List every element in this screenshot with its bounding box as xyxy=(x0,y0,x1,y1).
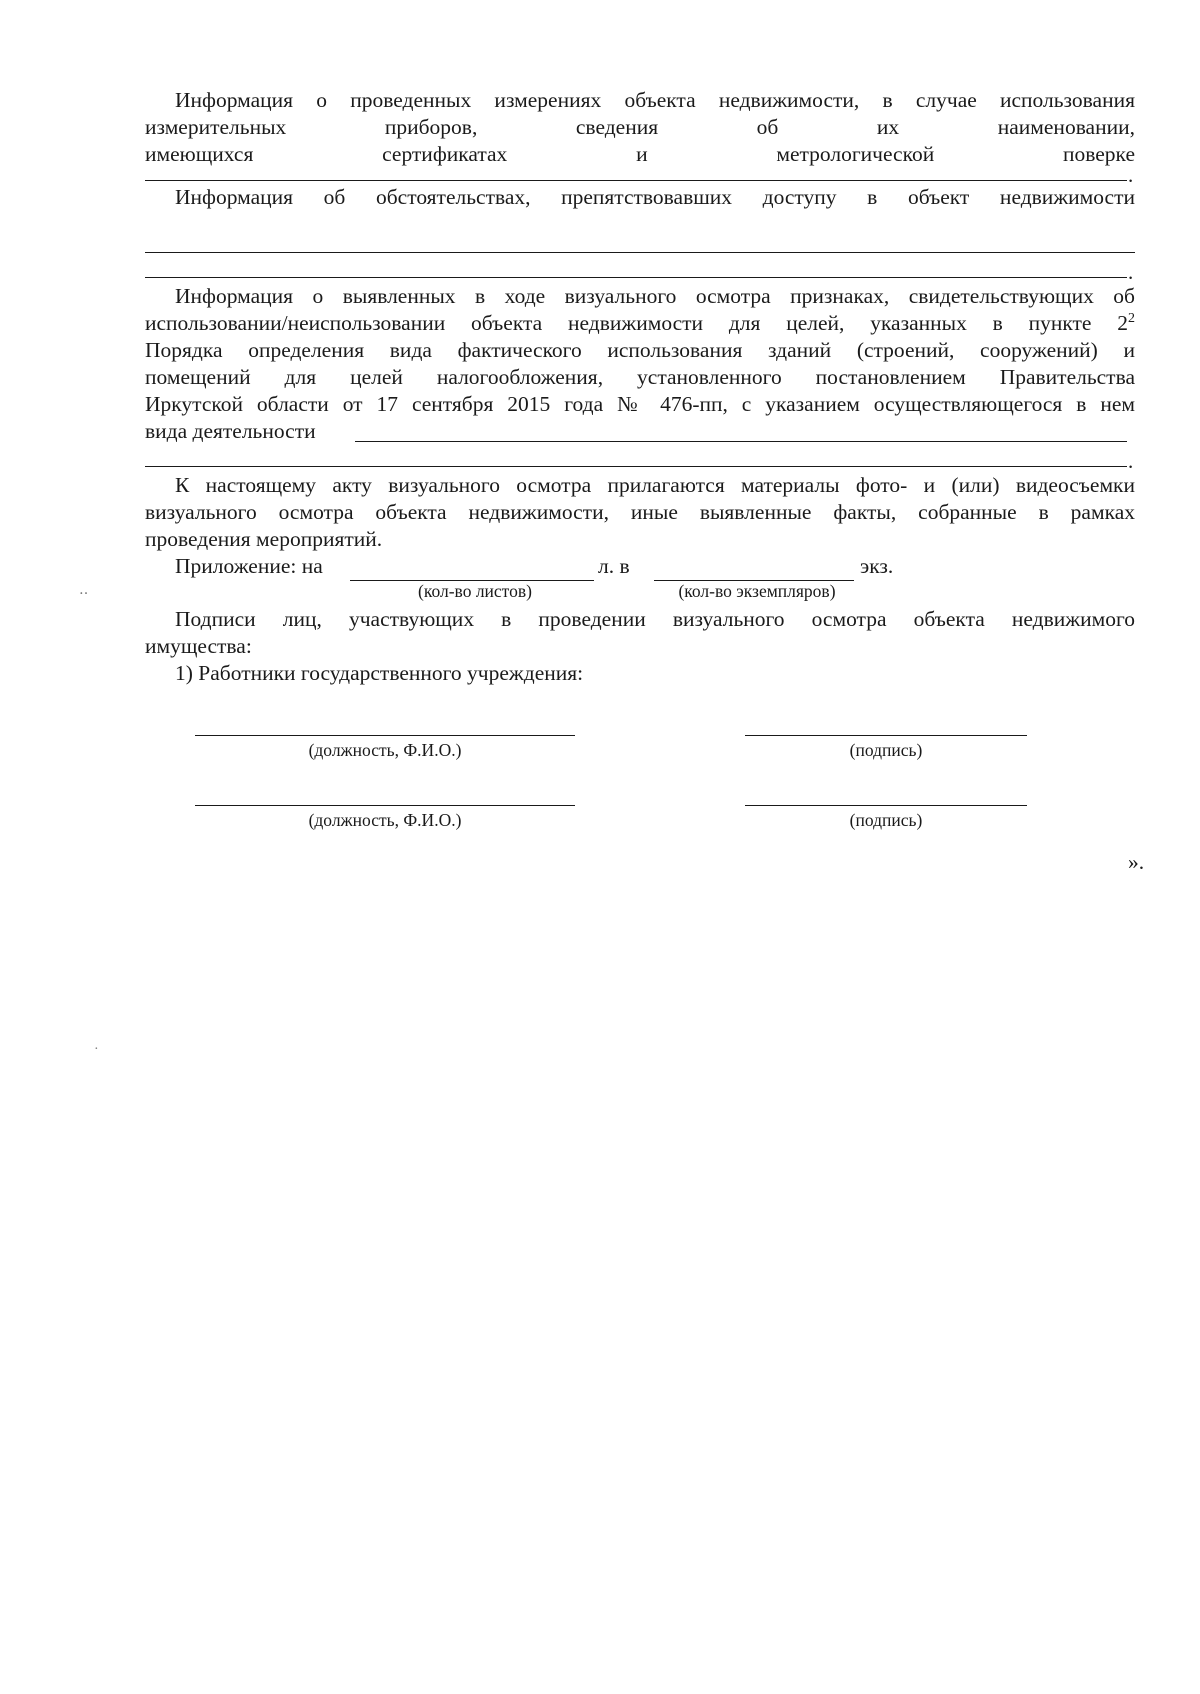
appendix-copies-caption: (кол-во экземпляров) xyxy=(678,581,836,601)
appendix-copies-unit: экз. xyxy=(860,554,894,578)
signature-line-1 xyxy=(745,735,1027,736)
measurements-line-1: Информация о проведенных измерениях объекта недвижимости, в случае использования xyxy=(175,88,1135,112)
attachments-line-1: К настоящему акту визуального осмотра прилагаются материалы фото- и (или) видеосъемки xyxy=(175,473,1135,497)
signature-caption-1: (подпись) xyxy=(849,740,923,760)
usage-period: . xyxy=(1128,449,1134,473)
attachments-line-2: визуального осмотра объекта недвижимости, иные выявленные факты, собранные в рамках xyxy=(145,500,1135,524)
position-caption-2: (должность, Ф.И.О.) xyxy=(308,810,462,830)
position-line-1 xyxy=(195,735,575,736)
usage-line-2-text: использовании/неиспользовании объекта недвижимости для целей, указанных в пункте 2 xyxy=(145,311,1128,335)
usage-line-2 xyxy=(145,310,1135,337)
signature-line-2 xyxy=(745,805,1027,806)
appendix-prefix: Приложение: на xyxy=(175,554,323,578)
scan-mark: ‥ xyxy=(79,583,89,598)
signature-caption-2: (подпись) xyxy=(849,810,923,830)
signatures-line-1: Подписи лиц, участвующих в проведении визуального осмотра объекта недвижимого xyxy=(175,607,1135,631)
appendix-sheets-unit: л. в xyxy=(598,554,630,578)
obstacles-period: . xyxy=(1128,260,1134,284)
signatures-group-1: 1) Работники государственного учреждения: xyxy=(175,661,584,685)
obstacles-line-1: Информация об обстоятельствах, препятствовавших доступу в объект недвижимости xyxy=(175,185,1135,209)
scan-mark-2: · xyxy=(94,1042,99,1057)
obstacles-blank-line-1 xyxy=(145,252,1135,253)
usage-line-6: вида деятельности xyxy=(145,419,316,443)
usage-footnote-superscript: 2 xyxy=(1128,310,1135,326)
measurements-blank-line xyxy=(145,180,1127,181)
usage-line-5: Иркутской области от 17 сентября 2015 года № 476-пп, с указанием осуществляющегося в нем xyxy=(145,392,1135,416)
appendix-sheets-caption: (кол-во листов) xyxy=(418,581,532,601)
position-line-2 xyxy=(195,805,575,806)
closing-quote-mark: ». xyxy=(1128,850,1145,874)
usage-blank-line-2 xyxy=(145,466,1127,467)
measurements-line-2: измерительных приборов, сведения об их наименовании, xyxy=(145,115,1135,139)
usage-line-4: помещений для целей налогообложения, установленного постановлением Правительства xyxy=(145,365,1135,389)
usage-line-1: Информация о выявленных в ходе визуального осмотра признаках, свидетельствующих об xyxy=(175,284,1135,308)
measurements-period: . xyxy=(1128,163,1134,187)
obstacles-blank-line-2 xyxy=(145,277,1127,278)
signatures-line-2: имущества: xyxy=(145,634,252,658)
measurements-line-3: имеющихся сертификатах и метрологической поверке xyxy=(145,142,1135,166)
usage-line-3: Порядка определения вида фактического использования зданий (строений, сооружений) и xyxy=(145,338,1135,362)
position-caption-1: (должность, Ф.И.О.) xyxy=(308,740,462,760)
attachments-line-3: проведения мероприятий. xyxy=(145,527,383,551)
usage-activity-blank-line xyxy=(355,441,1127,442)
